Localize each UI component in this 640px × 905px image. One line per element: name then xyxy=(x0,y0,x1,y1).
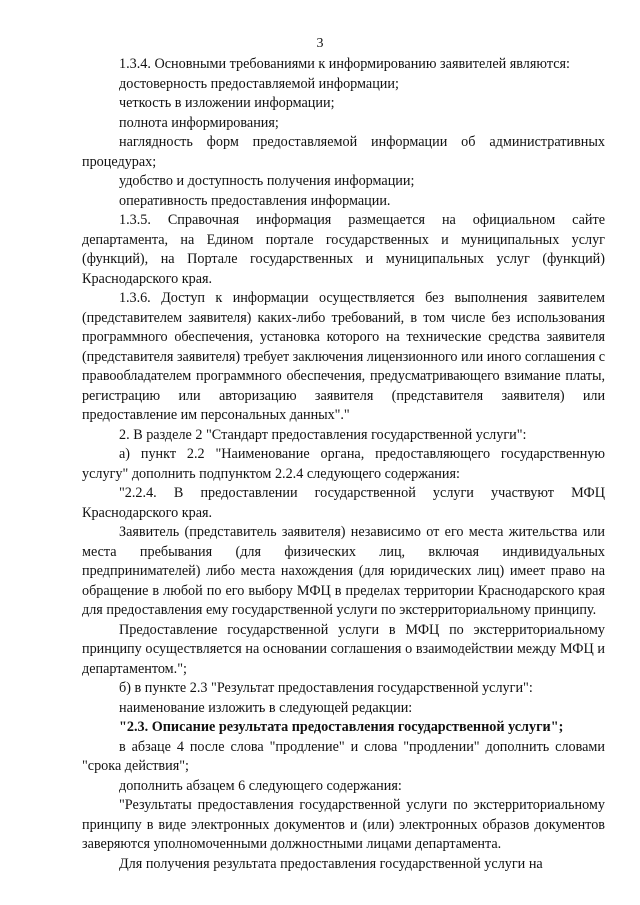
paragraph-item-b: б) в пункте 2.3 "Результат предоставления государственной услуги": xyxy=(119,680,533,696)
paragraph-abzac-6-intro: дополнить абзацем 6 следующего содержания: xyxy=(119,777,402,794)
paragraph-mfc-agreement: Предоставление государственной услуги в МФЦ по экстерриториальному принципу осуществляется на основании соглашения о взаимодействии между МФЦ и департаментом."; xyxy=(82,621,605,677)
paragraph-2-3-heading: "2.3. Описание результата предоставления государственной услуги"; xyxy=(119,719,564,735)
paragraph-1-3-4: 1.3.4. Основными требованиями к информированию заявителей являются: xyxy=(119,56,570,72)
paragraph-section-2: 2. В разделе 2 "Стандарт предоставления государственной услуги": xyxy=(119,426,527,443)
paragraph-title-new-wording: наименование изложить в следующей редакции: xyxy=(119,699,413,716)
page-number: 3 xyxy=(316,36,324,51)
paragraph-applicant-right: Заявитель (представитель заявителя) независимо от его места жительства или места пребывания (для физических лиц, включая индивидуальных предпринимателей) либо места нахождения (для юридических лиц) имеет право на обращение в любой по его выбору МФЦ в пределах территории Краснодарского края для предоставления ему государственной услуги по экстерриториальному принципу. xyxy=(82,524,605,618)
document-body xyxy=(82,55,605,874)
paragraph-clarity: четкость в изложении информации; xyxy=(119,95,335,111)
paragraph-results-electronic: "Результаты предоставления государственной услуги по экстерриториальному принципу в виде электронных документов и (или) электронных образов документов заверяются уполномоченными должностными лицами департамента. xyxy=(82,797,605,852)
paragraph-1-3-6: 1.3.6. Доступ к информации осуществляется без выполнения заявителем (представителем заявителя) каких-либо требований, в том числе без использования программного обеспечения, установка которого на технические средства заявителя (представителя заявителя) требует заключения лицензионного или иного соглашения с правообладателем программного обеспечения, предусматривающего взимание платы, регистрацию или авторизацию заявителя (представителя заявителя) или предоставление им персональных данных"." xyxy=(82,290,605,423)
paragraph-abzac-4: в абзаце 4 после слова "продление" и слова "продлении" дополнить словами "срока действия"; xyxy=(82,738,605,774)
paragraph-obtaining-result: Для получения результата предоставления государственной услуги на xyxy=(119,855,543,872)
paragraph-visibility: наглядность форм предоставляемой информации об административных процедурах; xyxy=(82,134,605,170)
paragraph-completeness: полнота информирования; xyxy=(119,114,279,131)
paragraph-2-2-4: "2.2.4. В предоставлении государственной услуги участвуют МФЦ Краснодарского края. xyxy=(82,485,605,521)
paragraph-promptness: оперативность предоставления информации. xyxy=(119,192,391,209)
paragraph-convenience: удобство и доступность получения информации; xyxy=(119,173,415,189)
paragraph-reliability: достоверность предоставляемой информации; xyxy=(119,75,399,92)
paragraph-item-a: а) пункт 2.2 "Наименование органа, предоставляющего государственную услугу" дополнить подпунктом 2.2.4 следующего содержания: xyxy=(82,446,605,482)
paragraph-1-3-5: 1.3.5. Справочная информация размещается на официальном сайте департамента, на Едином портале государственных и муниципальных услуг (функций), на Портале государственных и муниципальных услуг (функций) Краснодарского края. xyxy=(82,212,605,287)
